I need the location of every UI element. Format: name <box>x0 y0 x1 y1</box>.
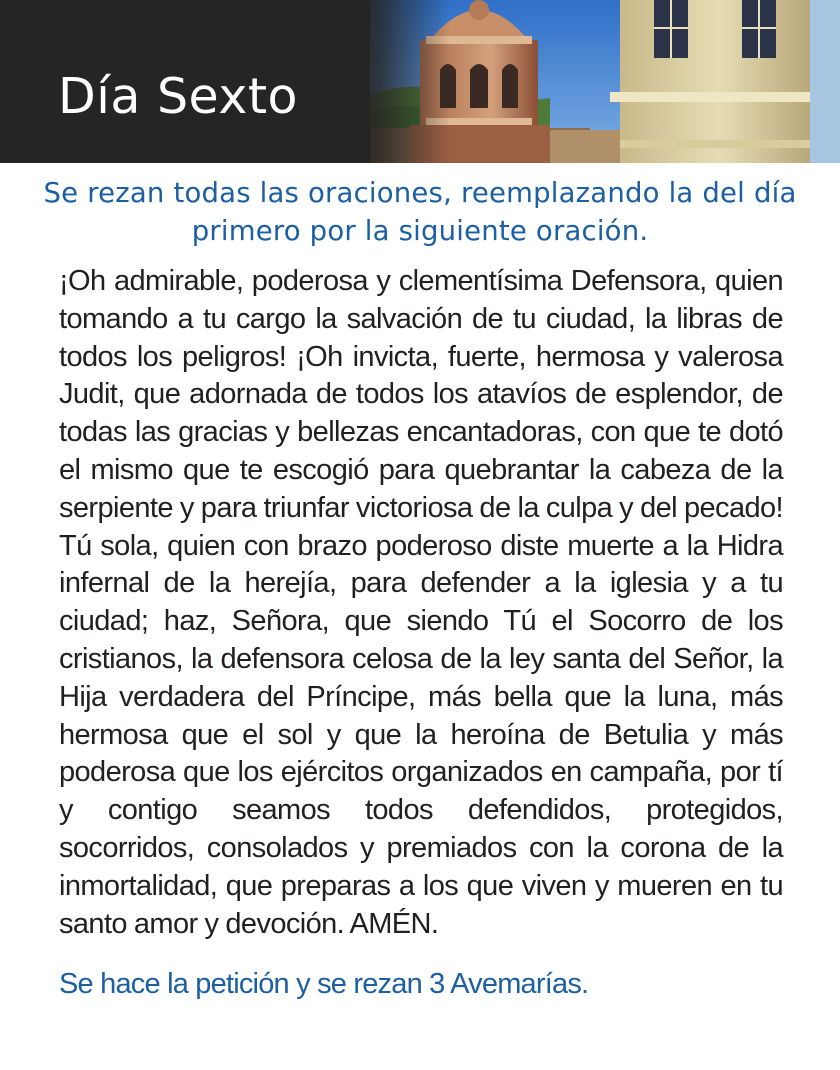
intro-instruction: Se rezan todas las oraciones, reemplazando la del día primero por la siguiente oración. <box>43 177 797 247</box>
header-banner <box>0 0 840 163</box>
page-title: Día Sexto <box>58 68 299 125</box>
prayer-text: ¡Oh admirable, poderosa y clementísima Defensora, quien tomando a tu cargo la salvación de tu ciudad, la libras de todos los peligros! ¡Oh invicta, fuerte, hermosa y valerosa Judit, que adornada de todos los atavíos de esplendor, de todas las gracias y bellezas encantadoras, con que te dotó el mismo que te escogió para quebrantar la cabeza de la serpiente y para triunfar victoriosa de la culpa y del pecado! Tú sola, quien con brazo poderoso diste muerte a la Hidra infernal de la herejía, para defender a la iglesia y a tu ciudad; haz, Señora, que siendo Tú el Socorro de los cristianos, la defensora celosa de la ley santa del Señor, la Hija verdadera del Príncipe, más bella que la luna, más hermosa que el sol y que la heroína de Betulia y más poderosa que los ejércitos organizados en campaña, por tí y contigo seamos todos defendidos, protegidos, socorridos, consolados y premiados con la corona de la inmortalidad, que preparas a los que viven y mueren en tu santo amor y devoción. AMÉN. <box>59 265 783 940</box>
closing-instruction: Se hace la petición y se rezan 3 Avemarías. <box>59 968 589 1000</box>
header-fade-overlay <box>340 0 450 163</box>
